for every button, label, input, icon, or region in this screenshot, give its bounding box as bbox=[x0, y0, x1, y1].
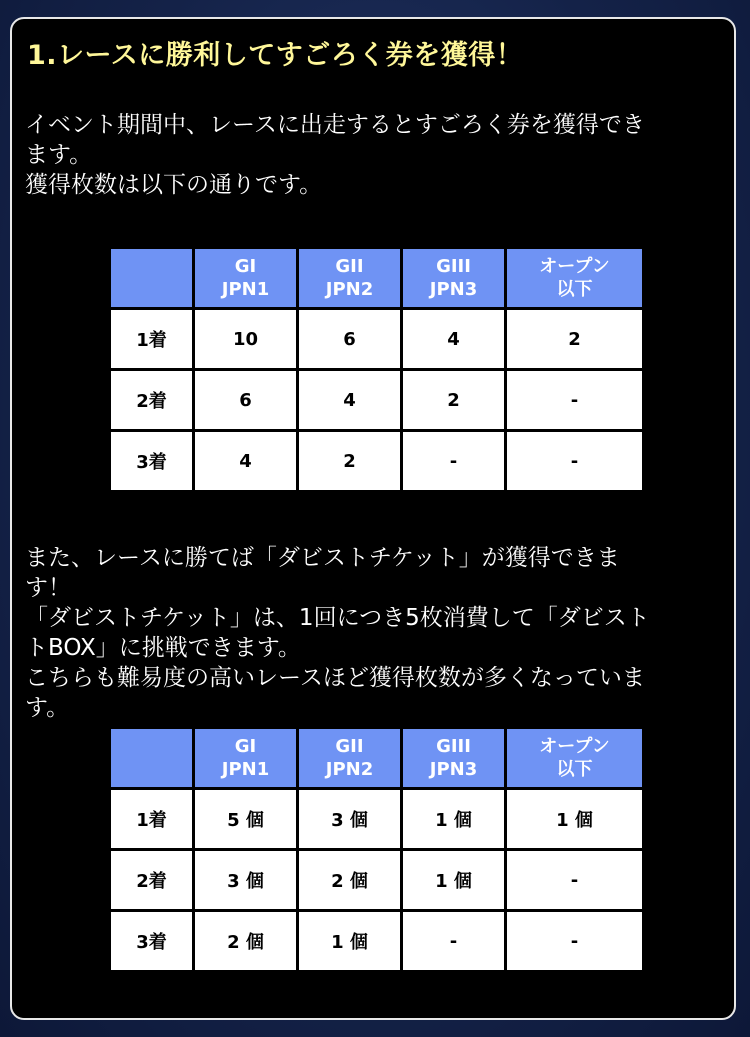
header-cell-empty bbox=[110, 728, 194, 789]
table-cell: 2 bbox=[402, 370, 506, 431]
description-line: 「ダビストチケット」は、1回につき5枚消費して「ダビスト bbox=[25, 605, 650, 631]
table-cell: - bbox=[402, 911, 506, 972]
table-cell: - bbox=[506, 431, 644, 492]
table-row bbox=[110, 309, 644, 370]
table-cell: 1 個 bbox=[298, 911, 402, 972]
header-cell-giii: GIII JPN3 bbox=[402, 728, 506, 789]
table-cell: - bbox=[402, 431, 506, 492]
table-cell: 10 bbox=[194, 309, 298, 370]
intro-line: 獲得枚数は以下の通りです。 bbox=[25, 172, 323, 198]
table-cell: 4 bbox=[298, 370, 402, 431]
table-cell: 2 bbox=[298, 431, 402, 492]
description-line: す！ bbox=[25, 575, 71, 601]
table-cell: 6 bbox=[298, 309, 402, 370]
description-line: また、レースに勝てば「ダビストチケット」が獲得できま bbox=[25, 545, 620, 571]
description-line: トBOX」に挑戦できます。 bbox=[25, 635, 301, 661]
intro-line: イベント期間中、レースに出走するとすごろく券を獲得でき bbox=[25, 112, 645, 138]
header-cell-gii: GII JPN2 bbox=[298, 728, 402, 789]
row-label: 2着 bbox=[110, 850, 194, 911]
event-info-panel bbox=[10, 17, 736, 1020]
dabist-ticket-table bbox=[108, 726, 645, 973]
header-cell-gi: GI JPN1 bbox=[194, 248, 298, 309]
section-title: 1.レースに勝利してすごろく券を獲得！ bbox=[27, 40, 524, 71]
header-cell-empty bbox=[110, 248, 194, 309]
ticket-description bbox=[25, 543, 725, 723]
table-cell: 1 個 bbox=[506, 789, 644, 850]
table-cell: 2 個 bbox=[298, 850, 402, 911]
description-line: す。 bbox=[25, 695, 70, 721]
row-label: 1着 bbox=[110, 789, 194, 850]
intro-line: ます。 bbox=[25, 142, 93, 168]
table-cell: - bbox=[506, 911, 644, 972]
header-cell-giii: GIII JPN3 bbox=[402, 248, 506, 309]
table-header-row bbox=[110, 248, 644, 309]
table-row bbox=[110, 431, 644, 492]
table-row bbox=[110, 370, 644, 431]
intro-text bbox=[25, 110, 725, 200]
row-label: 3着 bbox=[110, 911, 194, 972]
table-row bbox=[110, 911, 644, 972]
table-cell: - bbox=[506, 850, 644, 911]
table-cell: 1 個 bbox=[402, 850, 506, 911]
table-cell: 5 個 bbox=[194, 789, 298, 850]
table-row bbox=[110, 850, 644, 911]
header-cell-open: オープン 以下 bbox=[506, 728, 644, 789]
table-cell: - bbox=[506, 370, 644, 431]
table-cell: 3 個 bbox=[298, 789, 402, 850]
table-row bbox=[110, 789, 644, 850]
row-label: 2着 bbox=[110, 370, 194, 431]
table-cell: 4 bbox=[194, 431, 298, 492]
ticket-count-table bbox=[108, 246, 645, 493]
description-line: こちらも難易度の高いレースほど獲得枚数が多くなっていま bbox=[25, 665, 645, 691]
row-label: 3着 bbox=[110, 431, 194, 492]
table-cell: 2 個 bbox=[194, 911, 298, 972]
table-cell: 4 bbox=[402, 309, 506, 370]
table-cell: 6 bbox=[194, 370, 298, 431]
table-header-row bbox=[110, 728, 644, 789]
header-cell-open: オープン 以下 bbox=[506, 248, 644, 309]
table-cell: 2 bbox=[506, 309, 644, 370]
row-label: 1着 bbox=[110, 309, 194, 370]
table-cell: 1 個 bbox=[402, 789, 506, 850]
header-cell-gii: GII JPN2 bbox=[298, 248, 402, 309]
table-cell: 3 個 bbox=[194, 850, 298, 911]
header-cell-gi: GI JPN1 bbox=[194, 728, 298, 789]
